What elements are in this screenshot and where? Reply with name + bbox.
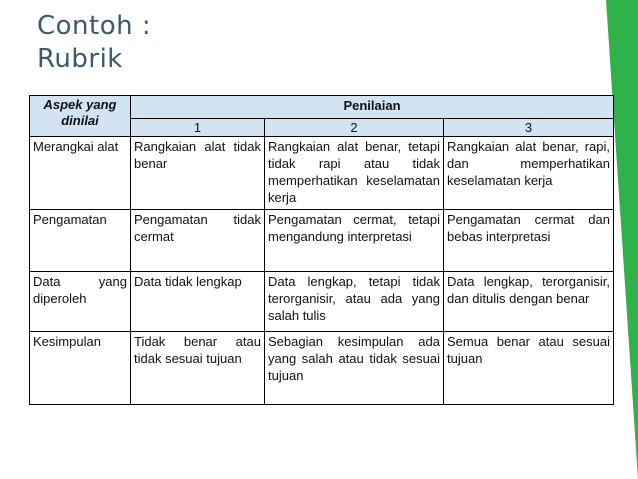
header-penilaian: Penilaian (131, 96, 614, 119)
score-2-cell: Data lengkap, tetapi tidak terorganisir, atau ada yang salah tulis (265, 272, 444, 332)
score-1-cell: Pengamatan tidak cermat (131, 210, 265, 272)
aspek-cell: Pengamatan (30, 210, 131, 272)
score-3-cell: Semua benar atau sesuai tujuan (444, 332, 614, 405)
table-row (30, 272, 614, 332)
score-1-cell: Tidak benar atau tidak sesuai tujuan (131, 332, 265, 405)
title-line-2: Rubrik (37, 44, 123, 74)
table-row (30, 332, 614, 405)
table-row (30, 137, 614, 210)
aspek-cell: Merangkai alat (30, 137, 131, 210)
aspek-cell: Data yang diperoleh (30, 272, 131, 332)
table-header-row (30, 96, 614, 119)
header-aspek: Aspek yang dinilai (30, 96, 131, 137)
score-2-cell: Rangkaian alat benar, tetapi tidak rapi atau tidak memperhatikan keselamatan kerja (265, 137, 444, 210)
header-score-1: 1 (131, 119, 265, 137)
header-score-2: 2 (265, 119, 444, 137)
aspek-cell: Kesimpulan (30, 332, 131, 405)
table-row (30, 210, 614, 272)
score-1-cell: Data tidak lengkap (131, 272, 265, 332)
score-3-cell: Data lengkap, terorganisir, dan ditulis dengan benar (444, 272, 614, 332)
title-line-1: Contoh : (37, 11, 152, 41)
score-1-cell: Rangkaian alat tidak benar (131, 137, 265, 210)
score-3-cell: Rangkaian alat benar, rapi, dan memperhatikan keselamatan kerja (444, 137, 614, 210)
score-2-cell: Pengamatan cermat, tetapi mengandung interpretasi (265, 210, 444, 272)
rubric-table (29, 95, 614, 405)
page-title (37, 10, 151, 76)
score-3-cell: Pengamatan cermat dan bebas interpretasi (444, 210, 614, 272)
score-2-cell: Sebagian kesimpulan ada yang salah atau tidak sesuai tujuan (265, 332, 444, 405)
header-score-3: 3 (444, 119, 614, 137)
